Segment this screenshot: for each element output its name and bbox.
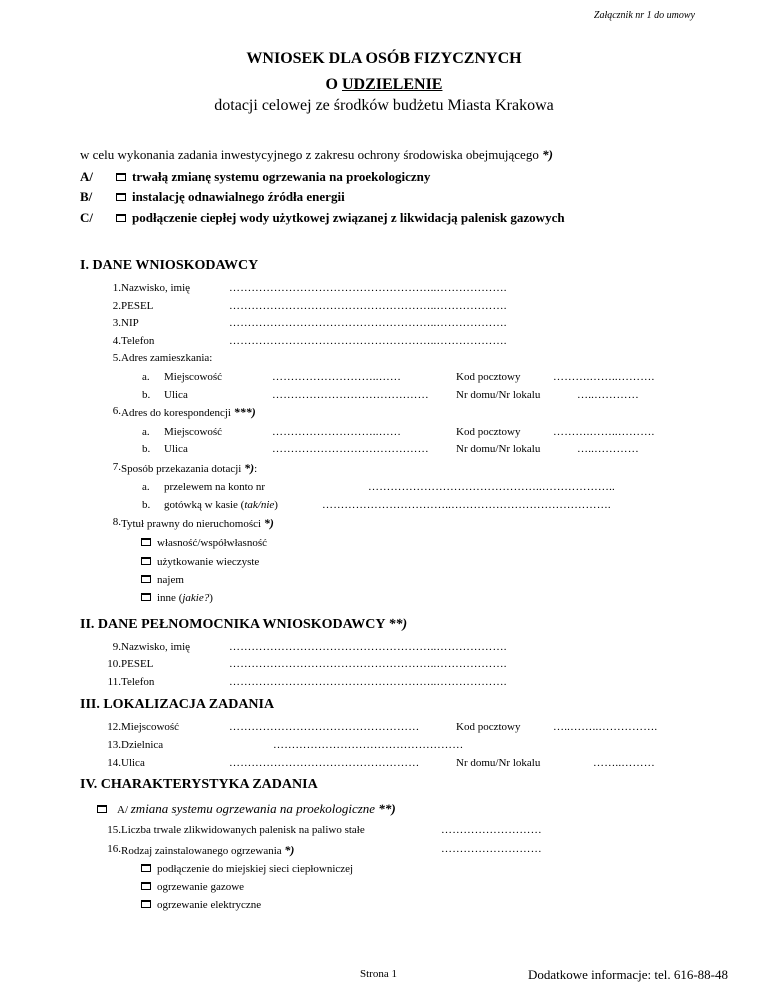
field-num: 15. xyxy=(107,824,121,836)
field-label: Liczba trwale zlikwidowanych palenisk na paliwo stałe xyxy=(121,824,365,836)
field-label: Adres zamieszkania: xyxy=(121,352,213,364)
option-a-text: trwałą zmianę systemu ogrzewania na proekologiczny xyxy=(132,169,431,184)
ownership-option[interactable] xyxy=(141,556,259,568)
field-num: 5. xyxy=(112,352,121,364)
postal-code-fill[interactable]: ……….……..………. xyxy=(553,371,655,383)
field-label: Telefon xyxy=(121,676,155,688)
field-num: 1. xyxy=(112,282,121,294)
field-label-text: Rodzaj zainstalowanego ogrzewania xyxy=(121,845,285,857)
heating-option[interactable] xyxy=(141,881,244,893)
house-number-fill[interactable]: …..………… xyxy=(577,443,639,455)
sub-letter: a. xyxy=(142,481,150,493)
ownership-other-close: ) xyxy=(209,592,213,604)
subsection-a[interactable] xyxy=(97,801,396,817)
field-14-street[interactable] xyxy=(103,757,703,771)
footnote-marker: *) xyxy=(244,461,255,475)
ownership-other-text: inne ( xyxy=(157,592,183,604)
field-6a-city[interactable] xyxy=(142,426,702,440)
sub-letter: b. xyxy=(142,499,151,511)
section-3-heading: III. LOKALIZACJA ZADANIA xyxy=(80,697,275,712)
footnote-marker: ***) xyxy=(233,405,256,419)
fill-line[interactable]: ………………………………………………..………………. xyxy=(229,641,507,653)
sub-label-italic: tak/nie xyxy=(244,499,275,511)
field-label: PESEL xyxy=(121,300,154,312)
field-num: 8. xyxy=(112,516,121,528)
field-label-text: Tytuł prawny do nieruchomości xyxy=(121,518,264,530)
field-num: 11. xyxy=(107,676,121,688)
field-13-district[interactable] xyxy=(103,739,703,753)
postal-code-fill[interactable]: ……….……..………. xyxy=(553,426,655,438)
fill-line[interactable]: ………………………………………………..………………. xyxy=(229,300,507,312)
field-num: 4. xyxy=(112,335,121,347)
sub-letter: b. xyxy=(142,443,151,455)
house-number-label: Nr domu/Nr lokalu xyxy=(456,443,541,455)
field-label xyxy=(121,843,294,858)
field-6b-street[interactable] xyxy=(142,443,702,457)
fill-line[interactable]: …………………………………… xyxy=(272,443,429,455)
option-c-label: C/ xyxy=(80,210,93,225)
field-15-count[interactable] xyxy=(103,824,703,838)
option-b-text: instalację odnawialnego źródła energii xyxy=(132,189,345,204)
fill-line[interactable]: ……………………… xyxy=(441,824,542,836)
section-4-heading: IV. CHARAKTERYSTYKA ZADANIA xyxy=(80,777,318,792)
field-5b-street[interactable] xyxy=(142,389,702,403)
field-16-heating[interactable] xyxy=(103,843,703,857)
field-num: 14. xyxy=(107,757,121,769)
sub-label-close: ) xyxy=(274,499,278,511)
fill-line[interactable]: ………………………………………………..………………. xyxy=(229,658,507,670)
fill-line[interactable]: …………………………………………… xyxy=(229,721,420,733)
field-num: 10. xyxy=(107,658,121,670)
title-underlined: UDZIELENIE xyxy=(341,76,443,93)
fill-line[interactable]: …………………………………………… xyxy=(229,757,420,769)
heating-option[interactable] xyxy=(141,863,353,875)
page-title-line-2 xyxy=(0,76,768,94)
sub-letter: b. xyxy=(142,389,151,401)
ownership-checkbox[interactable] xyxy=(141,575,151,583)
heating-checkbox[interactable] xyxy=(141,882,151,890)
heating-option-label: ogrzewanie elektryczne xyxy=(157,899,262,911)
fill-line[interactable]: ………………………………………………..………………. xyxy=(229,335,507,347)
option-b-label: B/ xyxy=(80,189,93,204)
sub-label-text: gotówką w kasie ( xyxy=(164,499,245,511)
footer-info: Dodatkowe informacje: tel. 616-88-48 xyxy=(528,967,728,982)
field-num: 6. xyxy=(112,405,121,417)
ownership-checkbox[interactable] xyxy=(141,538,151,546)
field-num: 13. xyxy=(107,739,121,751)
intro-body: w celu wykonania zadania inwestycyjnego z zakresu ochrony środowiska obejmującego xyxy=(80,147,543,162)
option-b-checkbox[interactable] xyxy=(116,193,126,201)
fill-line[interactable]: …………………………………………… xyxy=(273,739,464,751)
fill-line[interactable]: …………………………………… xyxy=(272,389,429,401)
house-number-label: Nr domu/Nr lokalu xyxy=(456,389,541,401)
field-num: 2. xyxy=(112,300,121,312)
intro-text xyxy=(80,147,553,163)
ownership-option[interactable] xyxy=(141,574,184,586)
ownership-other-italic: jakie? xyxy=(182,592,210,604)
option-c-text: podłączenie ciepłej wody użytkowej związanej z likwidacją palenisk gazowych xyxy=(132,210,565,225)
field-label xyxy=(121,461,257,476)
footnote-marker: *) xyxy=(284,843,295,857)
field-label xyxy=(121,405,256,420)
page-subtitle: dotacji celowej ze środków budżetu Miasta Krakowa xyxy=(214,97,554,114)
sub-label: przelewem na konto nr xyxy=(164,481,266,493)
page-number: Strona 1 xyxy=(360,968,397,980)
fill-line[interactable]: ………………………………………………..………………. xyxy=(229,317,507,329)
ownership-option-other[interactable] xyxy=(141,592,213,604)
field-label: Nazwisko, imię xyxy=(121,282,191,294)
field-num: 7. xyxy=(112,461,121,473)
sub-label: Miejscowość xyxy=(164,426,223,438)
field-label-text: Adres do korespondencji xyxy=(121,407,234,419)
postal-code-label: Kod pocztowy xyxy=(456,371,521,383)
field-label-text: Sposób przekazania dotacji xyxy=(121,463,245,475)
footnote-marker: **) xyxy=(378,801,396,816)
heating-checkbox[interactable] xyxy=(141,864,151,872)
sub-label: Ulica xyxy=(164,443,188,455)
fill-line[interactable]: ………………………..…… xyxy=(272,371,402,383)
section-1-heading: I. DANE WNIOSKODAWCY xyxy=(80,258,259,273)
option-a-checkbox[interactable] xyxy=(116,173,126,181)
sub-label: Ulica xyxy=(164,389,188,401)
footnote-marker: **) xyxy=(388,617,408,632)
field-label: Ulica xyxy=(121,757,145,769)
option-c-checkbox[interactable] xyxy=(116,214,126,222)
title-prefix: O xyxy=(325,76,342,93)
field-label: NIP xyxy=(121,317,139,329)
fill-line[interactable]: ………………………………………………..………………. xyxy=(229,282,507,294)
heating-option-label: podłączenie do miejskiej sieci ciepłowniczej xyxy=(157,863,354,875)
field-5a-city[interactable] xyxy=(142,371,702,385)
field-num: 9. xyxy=(112,641,121,653)
ownership-option-label: własność/współwłasność xyxy=(157,537,267,549)
ownership-option-label: użytkowanie wieczyste xyxy=(157,556,260,568)
subsection-a-prefix: A/ xyxy=(117,804,131,816)
postal-code-label: Kod pocztowy xyxy=(456,721,521,733)
fill-line[interactable]: ……………………… xyxy=(441,843,542,855)
sub-label: Miejscowość xyxy=(164,371,223,383)
sub-letter: a. xyxy=(142,371,150,383)
sub-letter: a. xyxy=(142,426,150,438)
postal-code-label: Kod pocztowy xyxy=(456,426,521,438)
section-2-heading xyxy=(80,617,407,633)
account-number-fill[interactable]: ………………………………………..……………….. xyxy=(368,481,615,493)
field-num: 12. xyxy=(107,721,121,733)
ownership-checkbox[interactable] xyxy=(141,557,151,565)
field-label: Miejscowość xyxy=(121,721,180,733)
field-num: 16. xyxy=(107,843,121,855)
section-2-heading-text: II. DANE PEŁNOMOCNIKA WNIOSKODAWCY xyxy=(80,617,389,632)
field-label: Telefon xyxy=(121,335,155,347)
field-label: Nazwisko, imię xyxy=(121,641,191,653)
ownership-option-label xyxy=(157,592,213,604)
colon: : xyxy=(254,463,258,475)
annex-label: Załącznik nr 1 do umowy xyxy=(593,10,695,21)
fill-line[interactable]: ………………………………………………..………………. xyxy=(229,676,507,688)
subsection-a-title: zmiana systemu ogrzewania na proekologiczne xyxy=(130,801,379,816)
field-7b-cash[interactable] xyxy=(142,499,702,513)
field-12-city[interactable] xyxy=(103,721,703,735)
intro-marker: *) xyxy=(542,147,553,162)
option-a[interactable] xyxy=(80,169,430,185)
sub-label xyxy=(164,499,278,511)
postal-code-fill[interactable]: …..……..……………. xyxy=(553,721,658,733)
house-number-fill[interactable]: ……..……… xyxy=(593,757,655,769)
option-b[interactable] xyxy=(80,189,345,205)
house-number-fill[interactable]: …..………… xyxy=(577,389,639,401)
ownership-option[interactable] xyxy=(141,537,267,549)
field-7a-transfer[interactable] xyxy=(142,481,702,495)
field-label: Dzielnica xyxy=(121,739,164,751)
cash-fill[interactable]: ……………………………..……………………………………. xyxy=(322,499,611,511)
ownership-checkbox[interactable] xyxy=(141,593,151,601)
field-label: PESEL xyxy=(121,658,154,670)
option-c[interactable] xyxy=(80,210,565,226)
heating-checkbox[interactable] xyxy=(141,900,151,908)
field-num: 3. xyxy=(112,317,121,329)
fill-line[interactable]: ………………………..…… xyxy=(272,426,402,438)
heating-option[interactable] xyxy=(141,899,261,911)
option-a-label: A/ xyxy=(80,169,93,184)
footnote-marker: *) xyxy=(263,516,274,530)
field-label xyxy=(121,516,274,531)
heating-option-label: ogrzewanie gazowe xyxy=(157,881,245,893)
subsection-a-checkbox[interactable] xyxy=(97,805,107,813)
page-title: WNIOSEK DLA OSÓB FIZYCZNYCH xyxy=(246,50,522,67)
ownership-option-label: najem xyxy=(157,574,184,586)
house-number-label: Nr domu/Nr lokalu xyxy=(456,757,541,769)
